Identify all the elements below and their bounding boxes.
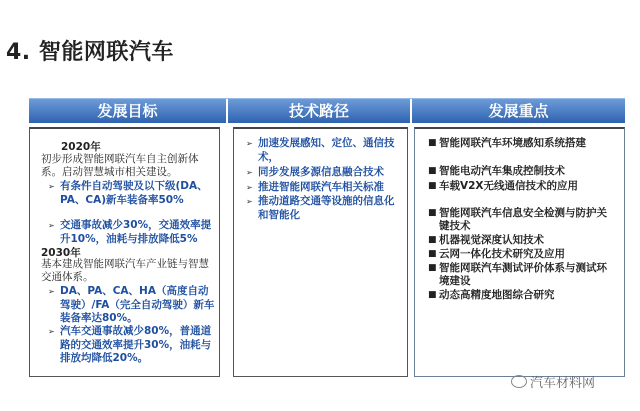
header-focus: 发展重点 bbox=[488, 102, 549, 120]
focus-item bbox=[428, 137, 617, 150]
bullet-arrow-icon: ➢ bbox=[246, 168, 253, 177]
bullet-square-icon: ■ bbox=[428, 263, 437, 273]
bullet-square-icon: ■ bbox=[428, 235, 437, 245]
tech-path-column bbox=[233, 127, 408, 377]
bullet-square-icon: ■ bbox=[428, 290, 437, 300]
tech-path-item-text: 加速发展感知、定位、通信技术， bbox=[258, 137, 395, 163]
focus-item-text: 智能网联汽车环境感知系统搭建 bbox=[439, 137, 586, 149]
goal-2020-item bbox=[48, 219, 216, 246]
focus-item-text: 车载V2X无线通信技术的应用 bbox=[439, 180, 579, 192]
tech-path-item-text: 推进智能网联汽车相关标准 bbox=[258, 181, 384, 193]
focus-item bbox=[428, 248, 617, 261]
focus-item-text: 智能网联汽车测试评价体系与测试环境建设 bbox=[439, 262, 607, 287]
focus-item-text: 智能电动汽车集成控制技术 bbox=[439, 165, 565, 177]
goal-2020-summary: 初步形成智能网联汽车自主创新体系。启动智慧城市相关建设。 bbox=[41, 153, 199, 178]
focus-item-text: 智能网联汽车信息安全检测与防护关键技术 bbox=[439, 207, 607, 232]
focus-item bbox=[428, 262, 617, 288]
focus-item bbox=[428, 234, 617, 247]
focus-item-text: 机器视觉深度认知技术 bbox=[439, 234, 544, 246]
bullet-square-icon: ■ bbox=[428, 166, 437, 176]
goal-2030-item bbox=[48, 285, 216, 326]
focus-item bbox=[428, 165, 617, 178]
goal-2030-item-text: 汽车交通事故减少80%，普通道路的交通效率提升30%，油耗与排放均降低20%。 bbox=[60, 325, 212, 364]
focus-item-text: 云网一体化技术研究及应用 bbox=[439, 248, 565, 260]
watermark-text bbox=[508, 372, 595, 391]
tech-path-item bbox=[246, 166, 402, 180]
tech-path-item-text: 同步发展多源信息融合技术 bbox=[258, 166, 384, 178]
tech-path-item bbox=[246, 137, 402, 164]
bullet-square-icon: ■ bbox=[428, 181, 437, 191]
bullet-arrow-icon: ➢ bbox=[48, 287, 55, 296]
goal-2020-item bbox=[48, 180, 216, 207]
goal-2030-summary: 基本建成智能网联汽车产业链与智慧交通体系。 bbox=[41, 258, 209, 283]
tech-path-item-text: 推动道路交通等设施的信息化和智能化 bbox=[258, 195, 395, 221]
bullet-arrow-icon: ➢ bbox=[48, 182, 55, 191]
focus-item bbox=[428, 207, 617, 233]
focus-item-text: 动态高精度地图综合研究 bbox=[439, 289, 555, 301]
bullet-square-icon: ■ bbox=[428, 208, 437, 218]
bullet-arrow-icon: ➢ bbox=[246, 139, 253, 148]
year-2020-label: 2020年 bbox=[61, 141, 101, 153]
focus-item bbox=[428, 289, 617, 302]
slide-title: 4. 智能网联汽车 bbox=[6, 40, 174, 65]
header-tech-path: 技术路径 bbox=[288, 102, 349, 120]
bullet-arrow-icon: ➢ bbox=[246, 183, 253, 192]
bullet-arrow-icon: ➢ bbox=[48, 221, 55, 230]
header-goals: 发展目标 bbox=[97, 102, 158, 120]
goal-2030-item-text: DA、PA、CA、HA（高度自动驾驶）/FA（完全自动驾驶）新车装备率达80%。 bbox=[60, 285, 215, 324]
bullet-arrow-icon: ➢ bbox=[246, 197, 253, 206]
header-band bbox=[29, 98, 625, 123]
tech-path-item bbox=[246, 195, 402, 222]
bullet-square-icon: ■ bbox=[428, 249, 437, 259]
tech-path-item bbox=[246, 181, 402, 195]
goal-2030-item bbox=[48, 325, 216, 366]
focus-item bbox=[428, 180, 617, 193]
goal-2020-item-text: 交通事故减少30%，交通效率提升10%，油耗与排放降低5% bbox=[60, 219, 212, 245]
year-2030-label: 2030年 bbox=[41, 247, 81, 259]
goal-2020-item-text: 有条件自动驾驶及以下级(DA、PA、CA)新车装备率50% bbox=[60, 180, 208, 206]
watermark-label: 汽车材料网 bbox=[530, 376, 596, 391]
bullet-square-icon: ■ bbox=[428, 138, 437, 148]
bullet-arrow-icon: ➢ bbox=[48, 327, 55, 336]
